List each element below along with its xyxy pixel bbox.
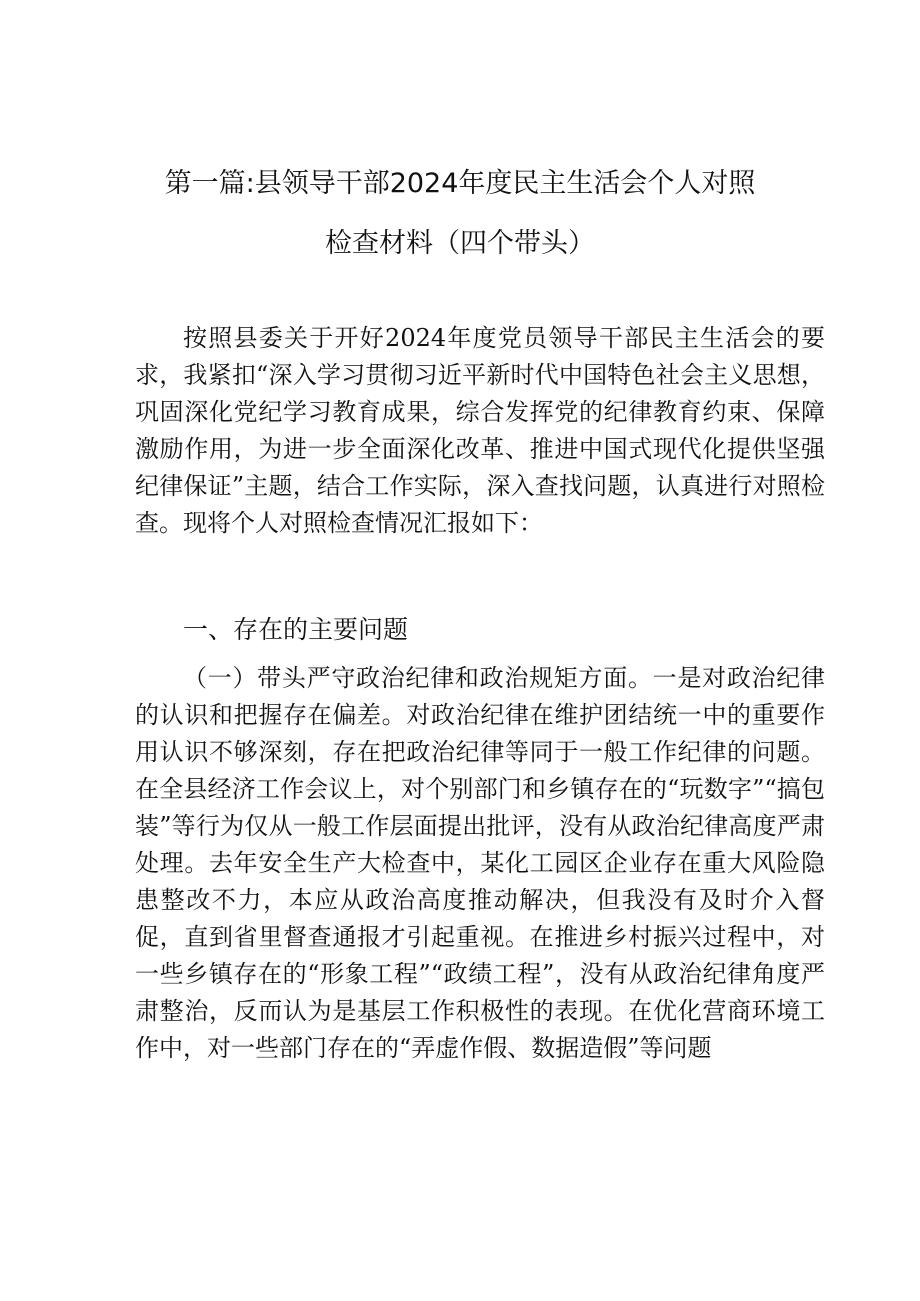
document-title-line-1: 第一篇:县领导干部2024年度民主生活会个人对照	[164, 168, 756, 199]
intro-paragraph: 按照县委关于开好2024年度党员领导干部民主生活会的要求，我紧扣“深入学习贯彻习近平新时代中国特色社会主义思想，巩固深化党纪学习教育成果，综合发挥党的纪律教育约束、保障激励作用，为进一步全面深化改革、推进中国式现代化提供坚强纪律保证”主题，结合工作实际，深入查找问题，认真进行对照检查。现将个人对照检查情况汇报如下：	[135, 324, 825, 537]
document-title-line-2: 检查材料（四个带头）	[325, 228, 595, 259]
section-paragraph: （一）带头严守政治纪律和政治规矩方面。一是对政治纪律的认识和把握存在偏差。对政治纪律在维护团结统一中的重要作用认识不够深刻，存在把政治纪律等同于一般工作纪律的问题。在全县经济工作会议上，对个别部门和乡镇存在的“玩数字”“搞包装”等行为仅从一般工作层面提出批评，没有从政治纪律高度严肃处理。去年安全生产大检查中，某化工园区企业存在重大风险隐患整改不力，本应从政治高度推动解决，但我没有及时介入督促，直到省里督查通报才引起重视。在推进乡村振兴过程中，对一些乡镇存在的“形象工程”“政绩工程”，没有从政治纪律角度严肃整治，反而认为是基层工作积极性的表现。在优化营商环境工作中，对一些部门存在的“弄虚作假、数据造假”等问题	[135, 664, 825, 1062]
section-heading: 一、存在的主要问题	[183, 615, 409, 644]
